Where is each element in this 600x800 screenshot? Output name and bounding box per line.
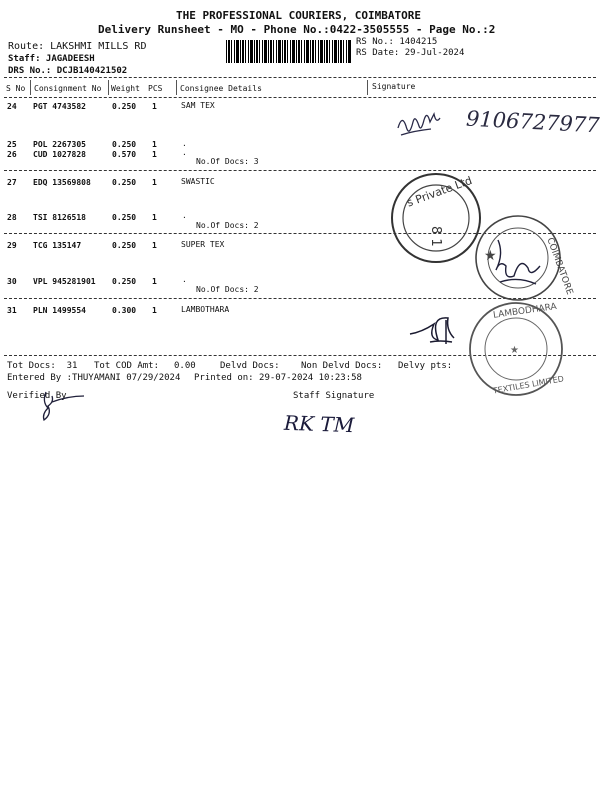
row-consignee: SUPER TEX [181, 240, 225, 249]
company-title: THE PROFESSIONAL COURIERS, COIMBATORE [176, 9, 422, 22]
row-consignee: . [182, 275, 187, 284]
rs-date: RS Date: 29-Jul-2024 [356, 48, 465, 58]
row-sno: 28 [7, 213, 17, 222]
header-sno: S No [6, 84, 26, 93]
handwritten-phone: 9106727977 [465, 106, 600, 138]
delivery-points: Delvy pts: [398, 361, 453, 371]
header-pcs: PCS [148, 84, 163, 93]
row-docs-count: No.Of Docs: 2 [196, 221, 259, 230]
consignee-signature [496, 240, 540, 284]
lambodhara-stamp [470, 302, 565, 396]
row-sno: 31 [7, 306, 17, 315]
row-sno: 25 [7, 140, 17, 149]
svg-text:COIMBATORE: COIMBATORE [544, 236, 575, 297]
row-pcs: 1 [152, 150, 157, 159]
coimbatore-stamp [476, 216, 574, 300]
row-sno: 29 [7, 241, 17, 250]
svg-text:LAMBODHARA: LAMBODHARA [492, 301, 558, 321]
row-consignment: POL 2267305 [33, 140, 86, 149]
row-pcs: 1 [152, 102, 157, 111]
svg-text:★: ★ [510, 345, 519, 356]
row-weight: 0.300 [112, 306, 137, 315]
row-consignee: . [182, 148, 187, 157]
total-docs: Tot Docs: 31 [7, 361, 78, 371]
row-pcs: 1 [152, 277, 157, 286]
total-cod-label: Tot COD Amt: [94, 361, 160, 371]
route-label: Route: LAKSHMI MILLS RD [8, 41, 147, 52]
row-pcs: 1 [152, 213, 157, 222]
row-weight: 0.250 [112, 241, 137, 250]
entered-by: Entered By :THUYAMANI 07/29/2024 [7, 373, 181, 383]
row-consignment: VPL 945281901 [33, 277, 96, 286]
header-consignment: Consignment No [34, 84, 102, 93]
row-pcs: 1 [152, 306, 157, 315]
svg-text:TEXTILES LIMITED: TEXTILES LIMITED [492, 374, 565, 396]
row-consignee: SAM TEX [181, 101, 215, 110]
row-consignee: LAMBOTHARA [181, 305, 230, 314]
row-consignee: . [182, 211, 187, 220]
consignee-signature [410, 318, 454, 344]
row-weight: 0.250 [112, 277, 137, 286]
row-weight: 0.250 [112, 213, 137, 222]
staff-handwritten-initials: RK TM [283, 410, 355, 438]
row-weight: 0.250 [112, 178, 137, 187]
row-pcs: 1 [152, 140, 157, 149]
printed-on: Printed on: 29-07-2024 10:23:58 [194, 373, 362, 383]
row-weight: 0.250 [112, 102, 137, 111]
row-weight: 0.570 [112, 150, 137, 159]
runsheet-subtitle: Delivery Runsheet - MO - Phone No.:0422-3505555 - Page No.:2 [98, 23, 496, 36]
row-consignment: PLN 1499554 [33, 306, 86, 315]
row-docs-count: No.Of Docs: 2 [196, 285, 259, 294]
rs-number: RS No.: 1404215 [356, 37, 438, 47]
row-weight: 0.250 [112, 140, 137, 149]
row-sno: 24 [7, 102, 17, 111]
row-consignee: SWASTIC [181, 177, 215, 186]
row-consignment: PGT 4743582 [33, 102, 86, 111]
total-cod-value: 0.00 [174, 361, 196, 371]
svg-text:★: ★ [484, 248, 497, 264]
row-consignee: . [182, 139, 187, 148]
row-docs-count: No.Of Docs: 3 [196, 157, 259, 166]
staff-label: Staff: JAGADEESH [8, 54, 95, 64]
verifier-signature [44, 392, 85, 420]
row-sno: 26 [7, 150, 17, 159]
delivered-docs: Delvd Docs: [220, 361, 280, 371]
svg-text:8 1: 8 1 [428, 226, 443, 247]
row-consignment: TSI 8126518 [33, 213, 86, 222]
header-signature: Signature [372, 82, 416, 91]
header-consignee: Consignee Details [180, 84, 262, 93]
header-weight: Weight [111, 84, 140, 93]
row-consignment: CUD 1027828 [33, 150, 86, 159]
non-delivered-docs: Non Delvd Docs: [301, 361, 383, 371]
row-sno: 30 [7, 277, 17, 286]
row-pcs: 1 [152, 178, 157, 187]
consignee-signature [398, 114, 440, 135]
verified-by: Verified By [7, 391, 67, 401]
row-consignment: EDQ 13569808 [33, 178, 91, 187]
row-consignment: TCG 135147 [33, 241, 82, 250]
drs-number: DRS No.: DCJB140421502 [8, 66, 128, 76]
row-pcs: 1 [152, 241, 157, 250]
row-sno: 27 [7, 178, 17, 187]
svg-text:s Private Ltd: s Private Ltd [405, 173, 474, 210]
company-stamp [392, 174, 480, 262]
staff-signature-label: Staff Signature [293, 391, 375, 401]
